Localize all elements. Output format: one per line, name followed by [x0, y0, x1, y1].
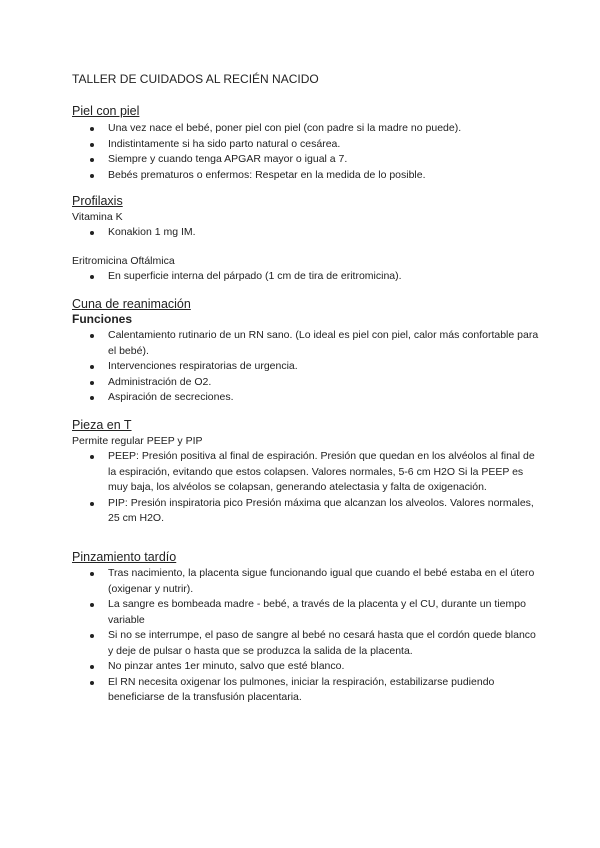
section-piel-con-piel — [72, 104, 542, 183]
list-item: Si no se interrumpe, el paso de sangre al bebé no cesará hasta que el cordón quede blanco y deje de pulsar o hasta que se produzca la salida de la placenta. — [72, 628, 542, 659]
list-vitamina-k — [72, 225, 542, 241]
list-eritromicina — [72, 269, 542, 285]
list-item: Calentamiento rutinario de un RN sano. (Lo ideal es piel con piel, calor más confortable para el bebé). — [72, 328, 542, 359]
section-heading-pieza: Pieza en T — [72, 418, 132, 432]
list-item: En superficie interna del párpado (1 cm de tira de eritromicina). — [72, 269, 542, 285]
list-item: Tras nacimiento, la placenta sigue funcionando igual que cuando el bebé estaba en el útero (oxigenar y nutrir). — [72, 566, 542, 597]
list-item: Aspiración de secreciones. — [72, 390, 542, 406]
list-cuna — [72, 328, 542, 406]
list-item: Bebés prematuros o enfermos: Respetar en la medida de lo posible. — [72, 168, 542, 184]
list-item: La sangre es bombeada madre - bebé, a través de la placenta y el CU, durante un tiempo variable — [72, 597, 542, 628]
section-heading-pinzamiento: Pinzamiento tardío — [72, 550, 177, 564]
list-item: No pinzar antes 1er minuto, salvo que esté blanco. — [72, 659, 542, 675]
list-pinzamiento — [72, 566, 542, 706]
section-heading-piel: Piel con piel — [72, 104, 140, 118]
eritromicina-label: Eritromicina Oftálmica — [72, 254, 175, 267]
section-subheading-funciones: Funciones — [72, 312, 133, 326]
list-item: PIP: Presión inspiratoria pico Presión máxima que alcanzan los alveolos. Valores normales, 25 cm H2O. — [72, 496, 542, 527]
list-item: Administración de O2. — [72, 375, 542, 391]
list-item: Intervenciones respiratorias de urgencia. — [72, 359, 542, 375]
list-item: Konakion 1 mg IM. — [72, 225, 542, 241]
list-piel — [72, 121, 542, 183]
section-heading-cuna: Cuna de reanimación — [72, 297, 191, 311]
list-item: PEEP: Presión positiva al final de espiración. Presión que quedan en los alvéolos al final de la espiración, evitando que estos colapsen. Valores normales, 5-6 cm H2O Si la PEEP es muy baja, los alvéolos se colapsan, generando atelectasia y falta de oxigenación. — [72, 449, 542, 496]
vitamina-k-label: Vitamina K — [72, 211, 123, 223]
document-title: TALLER DE CUIDADOS AL RECIÉN NACIDO — [72, 72, 319, 86]
list-item: Una vez nace el bebé, poner piel con piel (con padre si la madre no puede). — [72, 121, 542, 137]
section-cuna-reanimacion — [72, 297, 542, 406]
section-pieza-en-t — [72, 418, 542, 527]
section-pinzamiento-tardio — [72, 550, 542, 706]
section-profilaxis — [72, 194, 542, 284]
list-pieza — [72, 449, 542, 527]
pieza-intro: Permite regular PEEP y PIP — [72, 435, 203, 447]
section-heading-profilaxis: Profilaxis — [72, 194, 123, 208]
list-item: Indistintamente si ha sido parto natural o cesárea. — [72, 137, 542, 153]
list-item: Siempre y cuando tenga APGAR mayor o igual a 7. — [72, 152, 542, 168]
list-item: El RN necesita oxigenar los pulmones, iniciar la respiración, estabilizarse pudiendo beneficiarse de la transfusión placentaria. — [72, 675, 542, 706]
